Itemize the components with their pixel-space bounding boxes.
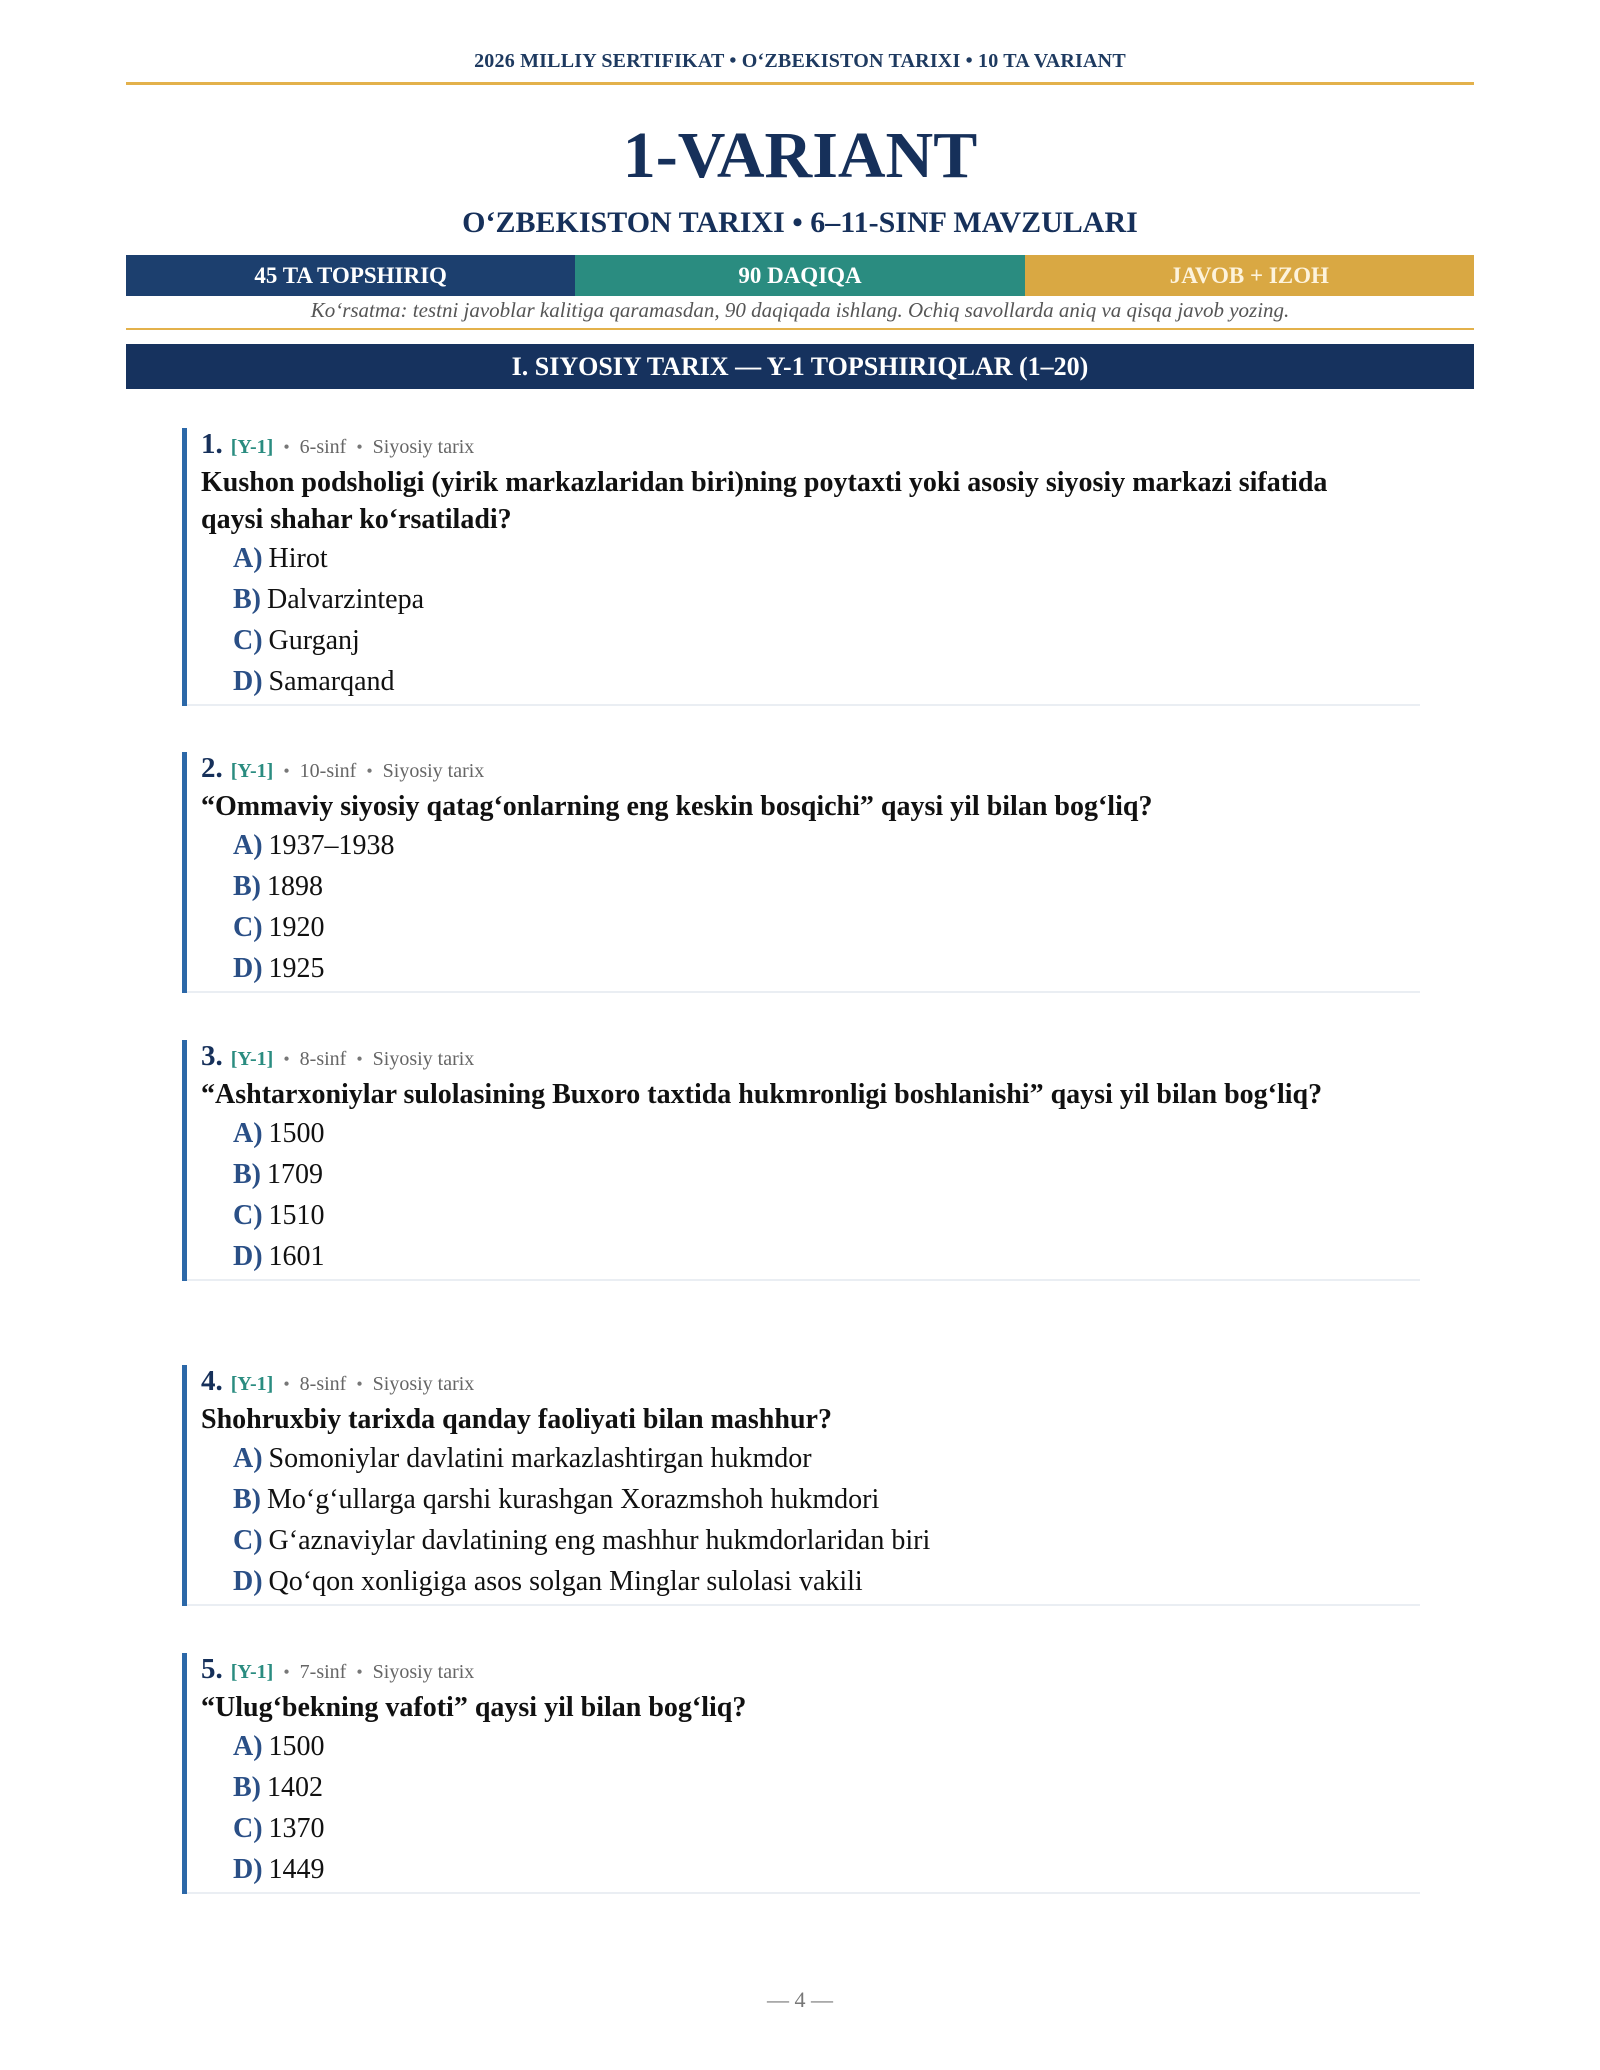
section-banner: I. SIYOSIY TARIX — Y-1 TOPSHIRIQLAR (1–20) <box>126 344 1474 389</box>
option-d <box>233 661 1420 702</box>
option-text: 1898 <box>267 871 323 902</box>
question-number: 4. <box>201 1365 223 1397</box>
option-letter: B) <box>233 1159 261 1190</box>
question-grade: 8-sinf <box>299 1373 347 1395</box>
option-letter: D) <box>233 953 263 984</box>
question-meta <box>201 1653 1420 1689</box>
tasks-count-cell: 45 TA TOPSHIRIQ <box>126 255 575 296</box>
bullet-separator: • <box>283 1049 290 1069</box>
question-text: “Ashtarxoniylar sulolasining Buxoro taxtida hukmronligi boshlanishi” qaysi yil bilan bog‘liq? <box>201 1079 1323 1110</box>
question-text: “Ulug‘bekning vafoti” qaysi yil bilan bog‘liq? <box>201 1692 747 1723</box>
bullet-separator: • <box>356 1662 363 1682</box>
question-tag: [Y-1] <box>230 1048 274 1070</box>
bullet-separator: • <box>356 1374 363 1394</box>
question-1 <box>182 428 1420 706</box>
option-letter: A) <box>233 1443 263 1474</box>
question-meta <box>201 1040 1420 1076</box>
option-text: 1510 <box>268 1200 325 1231</box>
page-number: — 4 — <box>767 1987 833 2012</box>
option-b <box>233 1154 1420 1195</box>
option-a <box>233 1438 1420 1479</box>
option-text: 1500 <box>268 1731 325 1762</box>
bullet-separator: • <box>356 1049 363 1069</box>
question-grade: 7-sinf <box>299 1661 347 1683</box>
question-4 <box>182 1365 1420 1606</box>
variant-title: 1-VARIANT <box>622 119 978 192</box>
option-d <box>233 948 1420 989</box>
question-3 <box>182 1040 1420 1281</box>
option-text: Somoniylar davlatini markazlashtirgan hukmdor <box>268 1443 812 1474</box>
question-5 <box>182 1653 1420 1894</box>
option-text: Hirot <box>268 543 328 574</box>
option-letter: C) <box>233 912 263 943</box>
question-number: 1. <box>201 428 223 460</box>
option-text: 1370 <box>268 1813 325 1844</box>
header-divider <box>126 82 1474 85</box>
option-letter: A) <box>233 1118 263 1149</box>
instruction-text: Ko‘rsatma: testni javoblar kalitiga qaramasdan, 90 daqiqada ishlang. Ochiq savollarda aniq va qisqa javob yozing. <box>310 298 1290 322</box>
question-meta <box>201 752 1420 788</box>
option-text: 1402 <box>267 1772 323 1803</box>
instruction-divider <box>126 328 1474 330</box>
option-letter: D) <box>233 666 263 697</box>
option-text: Mo‘g‘ullarga qarshi kurashgan Xorazmshoh hukmdori <box>267 1484 880 1515</box>
option-b <box>233 579 1420 620</box>
option-b <box>233 1767 1420 1808</box>
option-letter: D) <box>233 1566 263 1597</box>
option-letter: D) <box>233 1854 263 1885</box>
option-text: 1449 <box>268 1854 325 1885</box>
question-topic: Siyosiy tarix <box>382 760 485 782</box>
question-tag: [Y-1] <box>230 436 274 458</box>
option-text: 1601 <box>268 1241 325 1272</box>
question-meta <box>201 428 1420 464</box>
time-limit-cell: 90 DAQIQA <box>575 255 1024 296</box>
question-topic: Siyosiy tarix <box>372 1048 475 1070</box>
question-tag: [Y-1] <box>230 1661 274 1683</box>
option-letter: C) <box>233 625 263 656</box>
question-number: 2. <box>201 752 223 784</box>
answer-options <box>233 825 1420 993</box>
bullet-separator: • <box>366 761 373 781</box>
option-letter: A) <box>233 543 263 574</box>
option-text: Samarqand <box>268 666 395 697</box>
bullet-separator: • <box>283 437 290 457</box>
question-number: 5. <box>201 1653 223 1685</box>
question-meta <box>201 1365 1420 1401</box>
answer-options <box>233 1113 1420 1281</box>
option-letter: C) <box>233 1200 263 1231</box>
option-d <box>233 1849 1420 1890</box>
bullet-separator: • <box>356 437 363 457</box>
option-a <box>233 825 1420 866</box>
question-topic: Siyosiy tarix <box>372 1661 475 1683</box>
option-c <box>233 1808 1420 1849</box>
option-letter: B) <box>233 584 261 615</box>
question-grade: 6-sinf <box>299 436 347 458</box>
option-text: G‘aznaviylar davlatining eng mashhur hukmdorlaridan biri <box>268 1525 931 1556</box>
option-letter: A) <box>233 1731 263 1762</box>
answer-options <box>233 1438 1420 1606</box>
question-text: Shohruxbiy tarixda qanday faoliyati bilan mashhur? <box>201 1404 832 1435</box>
option-text: Qo‘qon xonligiga asos solgan Minglar sulolasi vakili <box>268 1566 863 1597</box>
option-b <box>233 866 1420 907</box>
option-b <box>233 1479 1420 1520</box>
option-letter: C) <box>233 1525 263 1556</box>
option-text: Gurganj <box>268 625 360 656</box>
option-text: 1937–1938 <box>268 830 395 861</box>
bullet-separator: • <box>283 761 290 781</box>
option-text: 1500 <box>268 1118 325 1149</box>
option-d <box>233 1561 1420 1602</box>
option-a <box>233 538 1420 579</box>
option-letter: A) <box>233 830 263 861</box>
answer-options <box>233 1726 1420 1894</box>
option-a <box>233 1113 1420 1154</box>
option-d <box>233 1236 1420 1277</box>
question-topic: Siyosiy tarix <box>372 1373 475 1395</box>
bullet-separator: • <box>283 1374 290 1394</box>
option-a <box>233 1726 1420 1767</box>
option-text: 1920 <box>268 912 325 943</box>
question-grade: 10-sinf <box>299 760 357 782</box>
option-text: 1709 <box>267 1159 323 1190</box>
option-letter: D) <box>233 1241 263 1272</box>
running-header: 2026 MILLIY SERTIFIKAT • O‘ZBEKISTON TARIXI • 10 TA VARIANT <box>474 50 1126 72</box>
question-number: 3. <box>201 1040 223 1072</box>
option-letter: B) <box>233 1772 261 1803</box>
option-text: Dalvarzintepa <box>267 584 425 615</box>
info-bar <box>126 255 1474 296</box>
question-text: Kushon podsholigi (yirik markazlaridan biri)ning poytaxti yoki asosiy siyosiy markazi sifatida qaysi shahar ko‘rsatiladi? <box>201 467 1328 535</box>
question-tag: [Y-1] <box>230 1373 274 1395</box>
option-letter: C) <box>233 1813 263 1844</box>
option-letter: B) <box>233 871 261 902</box>
variant-subtitle: O‘ZBEKISTON TARIXI • 6–11-SINF MAVZULARI <box>462 206 1138 239</box>
question-grade: 8-sinf <box>299 1048 347 1070</box>
option-letter: B) <box>233 1484 261 1515</box>
question-text: “Ommaviy siyosiy qatag‘onlarning eng keskin bosqichi” qaysi yil bilan bog‘liq? <box>201 791 1153 822</box>
bullet-separator: • <box>283 1662 290 1682</box>
option-c <box>233 1520 1420 1561</box>
option-c <box>233 907 1420 948</box>
answer-options <box>233 538 1420 706</box>
option-text: 1925 <box>268 953 325 984</box>
answers-cell: JAVOB + IZOH <box>1025 255 1474 296</box>
question-2 <box>182 752 1420 993</box>
option-c <box>233 620 1420 661</box>
question-topic: Siyosiy tarix <box>372 436 475 458</box>
option-c <box>233 1195 1420 1236</box>
question-tag: [Y-1] <box>230 760 274 782</box>
